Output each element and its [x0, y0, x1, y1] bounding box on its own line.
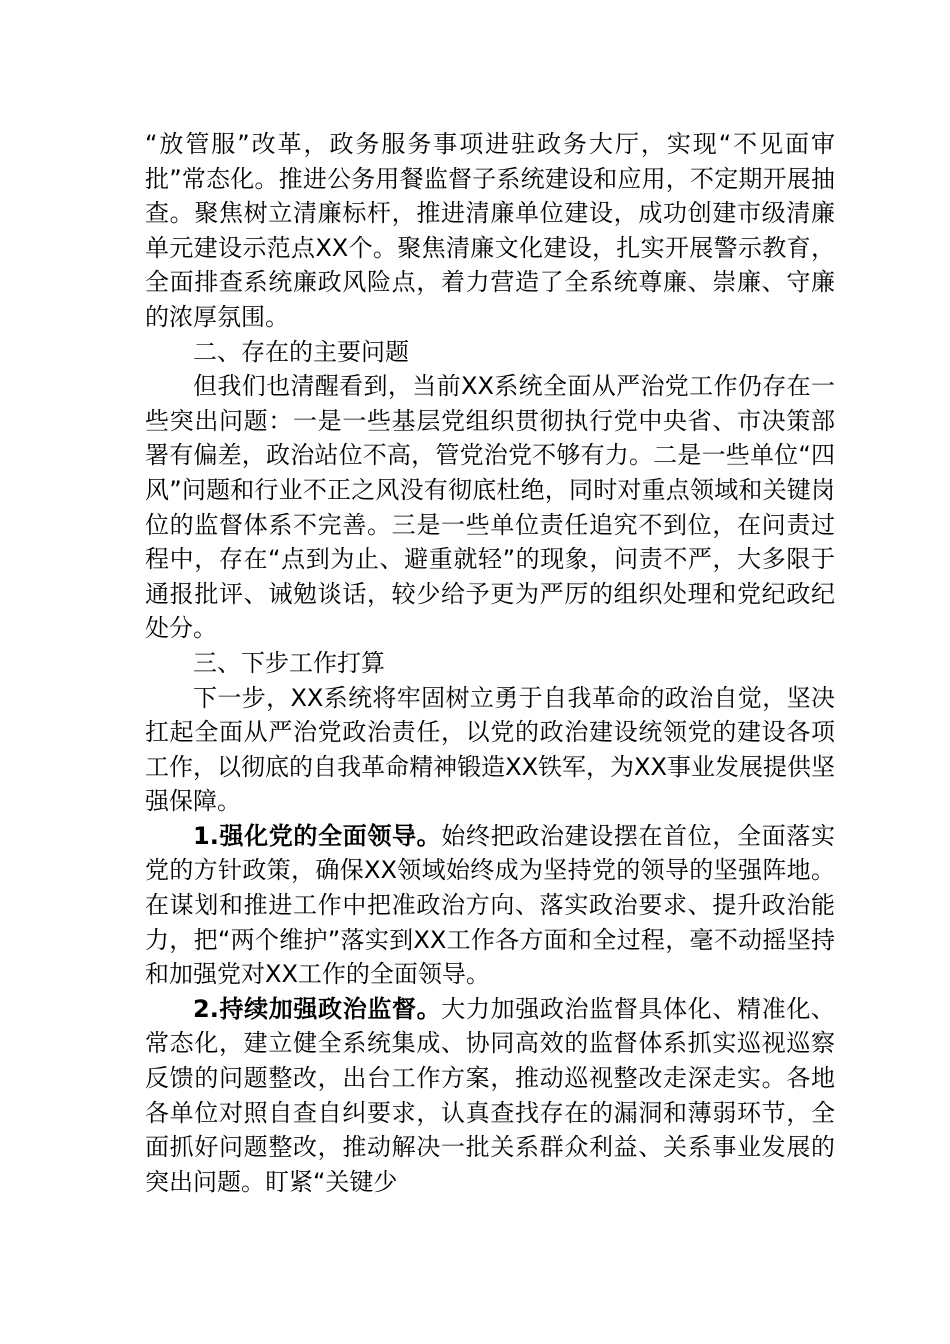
- item-1-lead: 1.强化党的全面领导。: [193, 821, 442, 850]
- paragraph-main-problems: 但我们也清醒看到，当前XX系统全面从严治党工作仍存在一些突出问题：一是一些基层党组织贯彻执行党中央省、市决策部署有偏差，政治站位不高，管党治党不够有力。二是一些单位“四风”问题和行业不正之风没有彻底杜绝，同时对重点领域和关键岗位的监督体系不完善。三是一些单位责任追究不到位，在问责过程中，存在“点到为止、避重就轻”的现象，问责不严，大多限于通报批评、诫勉谈话，较少给予更为严厉的组织处理和党纪政纪处分。: [145, 372, 835, 643]
- item-2-lead: 2.持续加强政治监督。: [193, 994, 442, 1023]
- item-2-body: 大力加强政治监督具体化、精准化、常态化，建立健全系统集成、协同高效的监督体系抓实巡视巡察反馈的问题整改，出台工作方案，推动巡视整改走深走实。各地各单位对照自查自纠要求，认真查找存在的漏洞和薄弱环节，全面抓好问题整改，推动解决一批关系群众利益、关系事业发展的突出问题。盯紧“关键少: [145, 994, 835, 1196]
- paragraph-next-steps-intro: 下一步，XX系统将牢固树立勇于自我革命的政治自觉，坚决扛起全面从严治党政治责任，以党的政治建设统领党的建设各项工作，以彻底的自我革命精神锻造XX铁军，为XX事业发展提供坚强保障。: [145, 683, 835, 816]
- item-1-body: 始终把政治建设摆在首位，全面落实党的方针政策，确保XX领域始终成为坚持党的领导的坚强阵地。在谋划和推进工作中把准政治方向、落实政治要求、提升政治能力，把“两个维护”落实到XX工作各方面和全过程，毫不动摇坚持和加强党对XX工作的全面领导。: [145, 821, 835, 989]
- paragraph-item-2: [145, 992, 835, 1200]
- section-heading-main-problems: 二、存在的主要问题: [193, 337, 409, 366]
- document-page: [145, 127, 835, 1199]
- paragraph-item-1: [145, 819, 835, 992]
- paragraph-reform-summary: “放管服”改革，政务服务事项进驻政务大厅，实现“不见面审批”常态化。推进公务用餐监督子系统建设和应用，不定期开展抽查。聚焦树立清廉标杆，推进清廉单位建设，成功创建市级清廉单元建设示范点XX个。聚焦清廉文化建设，扎实开展警示教育，全面排查系统廉政风险点，着力营造了全系统尊廉、崇廉、守廉的浓厚氛围。: [145, 130, 835, 331]
- section-heading-next-steps: 三、下步工作打算: [193, 648, 385, 677]
